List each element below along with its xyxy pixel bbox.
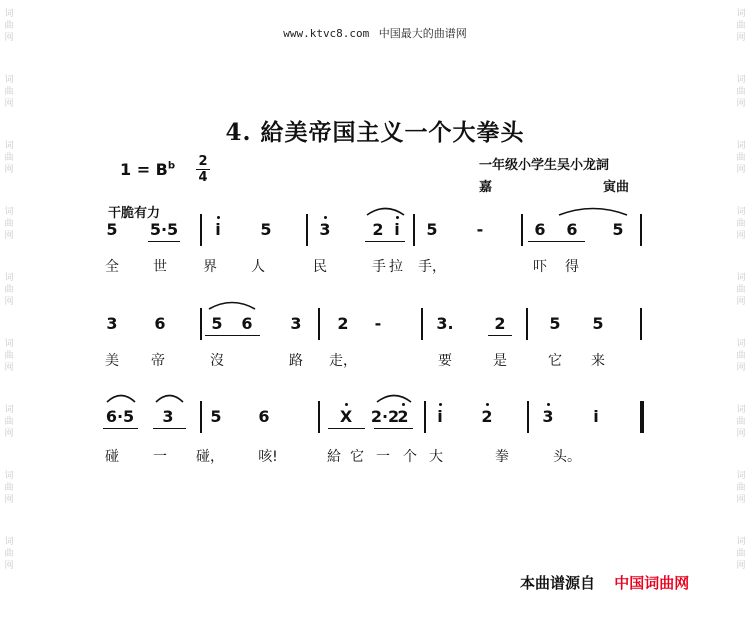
octave-dot — [217, 216, 220, 219]
note-3-3: 5 — [210, 407, 222, 426]
note-2-5: 3 — [290, 314, 302, 333]
lyric-syllable: 一 — [376, 449, 390, 465]
barline — [526, 308, 528, 340]
note-1-5: 3 — [319, 220, 331, 239]
watermark-char: 曲 — [4, 483, 14, 493]
octave-dot — [396, 216, 399, 219]
composer-credit — [479, 176, 629, 195]
barline — [521, 214, 523, 246]
note-2-2: 6 — [154, 314, 166, 333]
watermark-char: 曲 — [736, 87, 746, 97]
barline — [318, 308, 320, 340]
octave-dot — [439, 403, 442, 406]
lyric-syllable: 它 — [350, 449, 364, 465]
watermark-char: 网 — [4, 495, 14, 505]
lyric-syllable: 咳! — [258, 449, 278, 465]
lyric-syllable: 界 — [203, 259, 217, 275]
note-3-6: 2·2 — [370, 407, 400, 426]
watermark-char: 词 — [736, 339, 746, 349]
barline — [640, 308, 642, 340]
lyric-syllable: 碰 — [105, 449, 119, 465]
note-2-4: 6 — [241, 314, 253, 333]
composer-right: 寅曲 — [602, 180, 629, 195]
slur-arc — [558, 204, 628, 216]
watermark-char: 网 — [736, 429, 746, 439]
lyric-syllable: 是 — [493, 353, 507, 369]
watermark-char: 词 — [4, 9, 14, 19]
barline — [200, 214, 202, 246]
watermark-char: 曲 — [4, 219, 14, 229]
final-barline — [640, 401, 644, 433]
source-brand-link[interactable]: 中国词曲网 — [614, 574, 690, 592]
lyric-syllable: 碰， — [196, 449, 224, 465]
watermark-char: 曲 — [736, 483, 746, 493]
composer-left: 嘉 — [479, 180, 493, 195]
note-2-6: 2 — [337, 314, 349, 333]
lyricist-credit: 一年级小学生吴小龙詞 — [479, 158, 610, 173]
site-tagline: 中国最大的曲谱网 — [378, 27, 467, 40]
barline — [306, 214, 308, 246]
note-2-10: 5 — [549, 314, 561, 333]
watermark-char: 词 — [4, 405, 14, 415]
sustain-dash: - — [374, 314, 382, 333]
slur-arc — [376, 391, 412, 403]
note-1-3: i — [215, 220, 221, 239]
song-title: 4. 給美帝国主义一个大拳头 — [225, 119, 525, 146]
note-2-3: 5 — [211, 314, 223, 333]
watermark-char: 词 — [736, 405, 746, 415]
watermark-char: 网 — [736, 99, 746, 109]
barline — [200, 401, 202, 433]
beam-underline — [374, 428, 413, 429]
note-1-11: 6 — [566, 220, 578, 239]
octave-dot — [486, 403, 489, 406]
watermark-char: 曲 — [736, 153, 746, 163]
watermark-char: 曲 — [4, 153, 14, 163]
watermark-char: 网 — [4, 165, 14, 175]
note-3-10: 3 — [542, 407, 554, 426]
note-3-1: 6·5 — [105, 407, 135, 426]
watermark-char: 网 — [736, 561, 746, 571]
note-3-11: i — [593, 407, 599, 426]
lyric-syllable: 要 — [438, 353, 452, 369]
beam-underline — [365, 241, 405, 242]
watermark-char: 词 — [736, 537, 746, 547]
barline — [413, 214, 415, 246]
barline — [200, 308, 202, 340]
note-1-1: 5 — [106, 220, 118, 239]
time-signature — [196, 155, 210, 184]
note-3-9: 2 — [481, 407, 493, 426]
watermark-char: 词 — [4, 537, 14, 547]
source-text: 本曲谱源自 — [520, 574, 596, 592]
watermark-char: 曲 — [736, 351, 746, 361]
lyric-syllable: 走， — [329, 353, 357, 369]
watermark-char: 词 — [4, 207, 14, 217]
watermark-char: 曲 — [4, 417, 14, 427]
watermark-char: 曲 — [736, 219, 746, 229]
meter-top: 2 — [198, 154, 208, 169]
lyric-syllable: 美 — [105, 353, 119, 369]
watermark-char: 词 — [736, 273, 746, 283]
lyric-syllable: 它 — [548, 353, 562, 369]
watermark-char: 网 — [736, 231, 746, 241]
watermark-char: 词 — [736, 207, 746, 217]
note-3-4: 6 — [258, 407, 270, 426]
note-1-7: i — [394, 220, 400, 239]
rest-x: X — [339, 407, 353, 426]
lyric-syllable: 头。 — [553, 449, 581, 465]
watermark-char: 网 — [4, 561, 14, 571]
note-1-2: 5·5 — [149, 220, 179, 239]
watermark-char: 网 — [4, 99, 14, 109]
watermark-char: 网 — [736, 297, 746, 307]
watermark-column-right — [734, 0, 748, 620]
slur-arc — [366, 204, 405, 216]
slur-arc — [155, 391, 184, 403]
watermark-char: 曲 — [4, 351, 14, 361]
note-1-10: 6 — [534, 220, 546, 239]
watermark-char: 网 — [736, 165, 746, 175]
note-2-1: 3 — [106, 314, 118, 333]
note-1-6: 2 — [372, 220, 384, 239]
beam-underline — [103, 428, 138, 429]
watermark-char: 网 — [736, 363, 746, 373]
tempo-marking: 干脆有力 — [108, 206, 161, 221]
site-header — [0, 25, 750, 41]
watermark-char: 词 — [4, 273, 14, 283]
lyric-syllable: 人 — [251, 259, 265, 275]
beam-underline — [148, 241, 180, 242]
barline — [421, 308, 423, 340]
lyric-syllable: 路 — [289, 353, 303, 369]
beam-underline — [205, 335, 260, 336]
beam-underline — [328, 428, 365, 429]
watermark-char: 曲 — [4, 549, 14, 559]
watermark-char: 词 — [4, 75, 14, 85]
watermark-char: 词 — [736, 75, 746, 85]
note-2-11: 5 — [592, 314, 604, 333]
barline — [424, 401, 426, 433]
lyric-syllable: 一 — [153, 449, 167, 465]
octave-dot — [324, 216, 327, 219]
watermark-char: 词 — [4, 471, 14, 481]
watermark-char: 词 — [4, 339, 14, 349]
meter-bottom: 4 — [198, 170, 208, 185]
watermark-char: 网 — [4, 429, 14, 439]
slur-arc — [106, 391, 136, 403]
watermark-char: 曲 — [4, 21, 14, 31]
lyric-syllable: 大 — [429, 449, 443, 465]
watermark-char: 网 — [736, 33, 746, 43]
note-3-7: 2 — [397, 407, 409, 426]
watermark-char: 曲 — [736, 549, 746, 559]
watermark-column-left — [2, 0, 16, 620]
site-url[interactable]: www.ktvc8.com — [283, 27, 370, 40]
watermark-char: 网 — [736, 495, 746, 505]
watermark-char: 网 — [4, 363, 14, 373]
lyric-syllable: 民 — [313, 259, 327, 275]
watermark-char: 网 — [4, 297, 14, 307]
barline — [640, 214, 642, 246]
watermark-char: 曲 — [4, 87, 14, 97]
key-signature — [120, 160, 175, 179]
watermark-char: 词 — [736, 9, 746, 19]
note-1-4: 5 — [260, 220, 272, 239]
lyric-syllable: 拳 — [495, 449, 509, 465]
key-text: 1 = B — [120, 160, 168, 179]
note-3-8: i — [437, 407, 443, 426]
lyric-syllable: 給 — [327, 449, 341, 465]
beam-underline — [153, 428, 186, 429]
watermark-char: 词 — [736, 141, 746, 151]
lyric-syllable: 拉 — [389, 259, 403, 275]
octave-dot — [547, 403, 550, 406]
watermark-char: 曲 — [736, 21, 746, 31]
watermark-char: 词 — [736, 471, 746, 481]
note-2-8: 3. — [436, 314, 454, 333]
watermark-char: 曲 — [4, 285, 14, 295]
octave-dot — [345, 403, 348, 406]
watermark-char: 曲 — [736, 417, 746, 427]
note-1-8: 5 — [426, 220, 438, 239]
lyric-syllable: 手， — [418, 259, 446, 275]
lyric-syllable: 世 — [153, 259, 167, 275]
watermark-char: 曲 — [736, 285, 746, 295]
beam-underline — [528, 241, 585, 242]
octave-dot — [402, 403, 405, 406]
lyric-syllable: 得 — [565, 259, 579, 275]
note-2-9: 2 — [494, 314, 506, 333]
lyric-syllable: 沒 — [210, 353, 224, 369]
key-flat: b — [167, 160, 176, 172]
barline — [527, 401, 529, 433]
note-3-2: 3 — [162, 407, 174, 426]
lyric-syllable: 帝 — [151, 353, 165, 369]
beam-underline — [488, 335, 512, 336]
lyric-syllable: 来 — [591, 353, 605, 369]
sustain-dash: - — [476, 220, 484, 239]
lyric-syllable: 全 — [105, 259, 119, 275]
barline — [318, 401, 320, 433]
watermark-char: 网 — [4, 231, 14, 241]
lyric-syllable: 手 — [372, 259, 386, 275]
lyric-syllable: 吓 — [533, 259, 547, 275]
watermark-char: 词 — [4, 141, 14, 151]
lyric-syllable: 个 — [403, 449, 417, 465]
note-1-12: 5 — [612, 220, 624, 239]
slur-arc — [208, 298, 256, 310]
source-footer — [520, 572, 689, 593]
watermark-char: 网 — [4, 33, 14, 43]
